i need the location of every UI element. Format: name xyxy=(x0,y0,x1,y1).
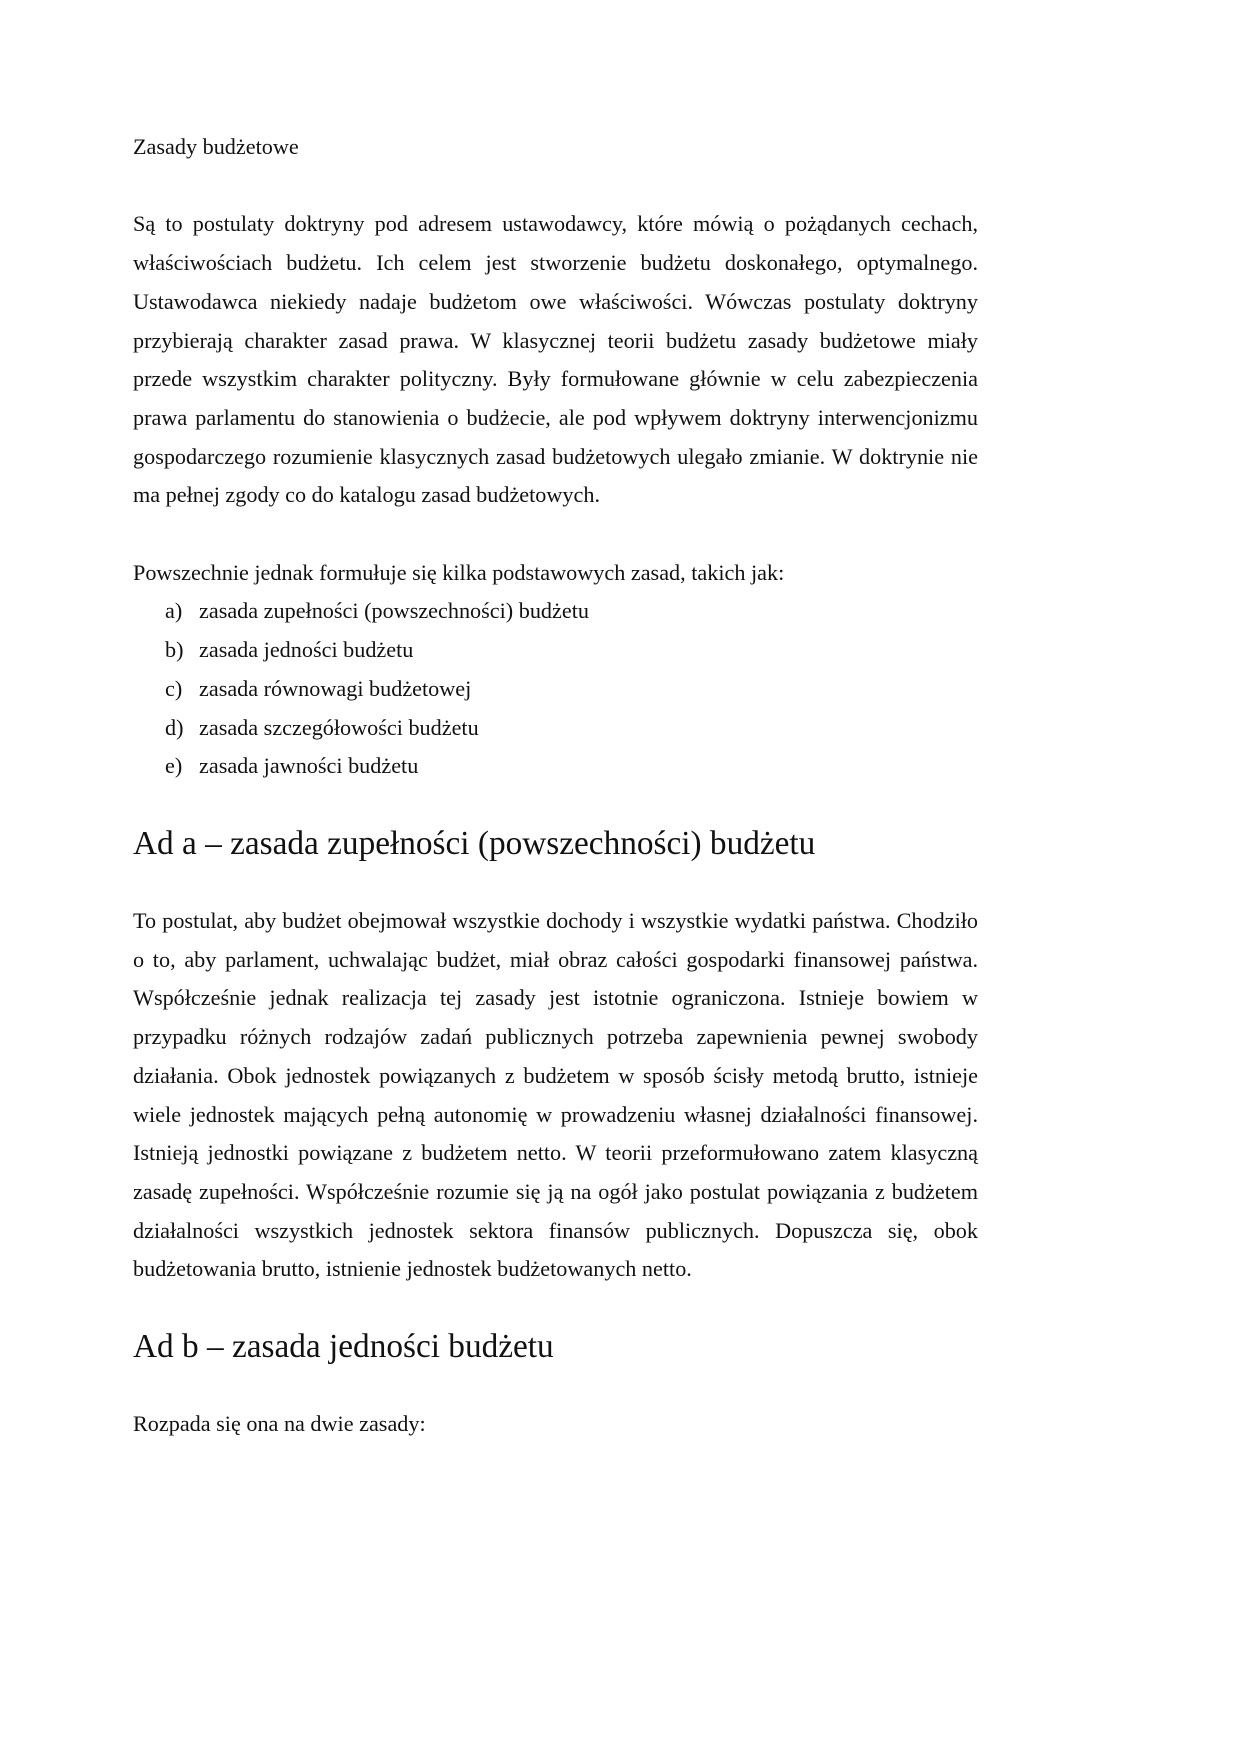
list-item-label: zasada jawności budżetu xyxy=(199,753,419,779)
spacer xyxy=(133,1366,978,1405)
spacer xyxy=(133,167,978,206)
list-marker: d) xyxy=(165,714,184,740)
principles-list xyxy=(133,592,978,786)
list-intro: Powszechnie jednak formułuje się kilka podstawowych zasad, takich jak: xyxy=(133,559,785,585)
list-marker: c) xyxy=(165,675,183,701)
list-item-label: zasada równowagi budżetowej xyxy=(199,675,472,701)
list-marker: a) xyxy=(165,598,183,624)
list-item xyxy=(133,747,978,786)
spacer xyxy=(133,515,978,554)
spacer xyxy=(133,1289,978,1328)
section-paragraph-ad-b: Rozpada się ona na dwie zasady: xyxy=(133,1411,426,1437)
list-item xyxy=(133,592,978,631)
section-heading-ad-a: Ad a – zasada zupełności (powszechności) budżetu xyxy=(133,824,816,862)
spacer xyxy=(133,786,978,825)
section-paragraph-ad-a: To postulat, aby budżet obejmował wszystkie dochody i wszystkie wydatki państwa. Chodziło o to, aby parlament, uchwalając budżet, miał obraz całości gospodarki finansowej państwa. Współcześnie jednak realizacja tej zasady jest istotnie ograniczona. Istnieje bowiem w przypadku różnych rodzajów zadań publicznych potrzeba zapewnienia pewnej swobody działania. Obok jednostek powiązanych z budżetem w sposób ścisły metodą brutto, istnieje wiele jednostek mających pełną autonomię w prowadzeniu własnej działalności finansowej. Istnieją jednostki powiązane z budżetem netto. W teorii przeformułowano zatem klasyczną zasadę zupełności. Współcześnie rozumie się ją na ogół jako postulat powiązania z budżetem działalności wszystkich jednostek sektora finansów publicznych. Dopuszcza się, obok budżetowania brutto, istnienie jednostek budżetowanych netto. xyxy=(133,908,978,1282)
document-page xyxy=(133,128,978,1444)
list-item xyxy=(133,631,978,670)
document-title: Zasady budżetowe xyxy=(133,134,299,159)
intro-paragraph: Są to postulaty doktryny pod adresem ustawodawcy, które mówią o pożądanych cechach, właściwościach budżetu. Ich celem jest stworzenie budżetu doskonałego, optymalnego. Ustawodawca niekiedy nadaje budżetom owe właściwości. Wówczas postulaty doktryny przybierają charakter zasad prawa. W klasycznej teorii budżetu zasady budżetowe miały przede wszystkim charakter polityczny. Były formułowane głównie w celu zabezpieczenia prawa parlamentu do stanowienia o budżecie, ale pod wpływem doktryny interwencjonizmu gospodarczego rozumienie klasycznych zasad budżetowych ulegało zmianie. W doktrynie nie ma pełnej zgody co do katalogu zasad budżetowych. xyxy=(133,211,978,508)
list-marker: b) xyxy=(165,637,184,663)
spacer xyxy=(133,863,978,902)
section-heading-ad-b: Ad b – zasada jedności budżetu xyxy=(133,1327,554,1365)
list-item xyxy=(133,709,978,748)
list-item-label: zasada zupełności (powszechności) budżetu xyxy=(199,598,589,624)
list-marker: e) xyxy=(165,753,183,779)
list-item xyxy=(133,670,978,709)
list-item-label: zasada jedności budżetu xyxy=(199,637,414,663)
list-item-label: zasada szczegółowości budżetu xyxy=(199,714,479,740)
